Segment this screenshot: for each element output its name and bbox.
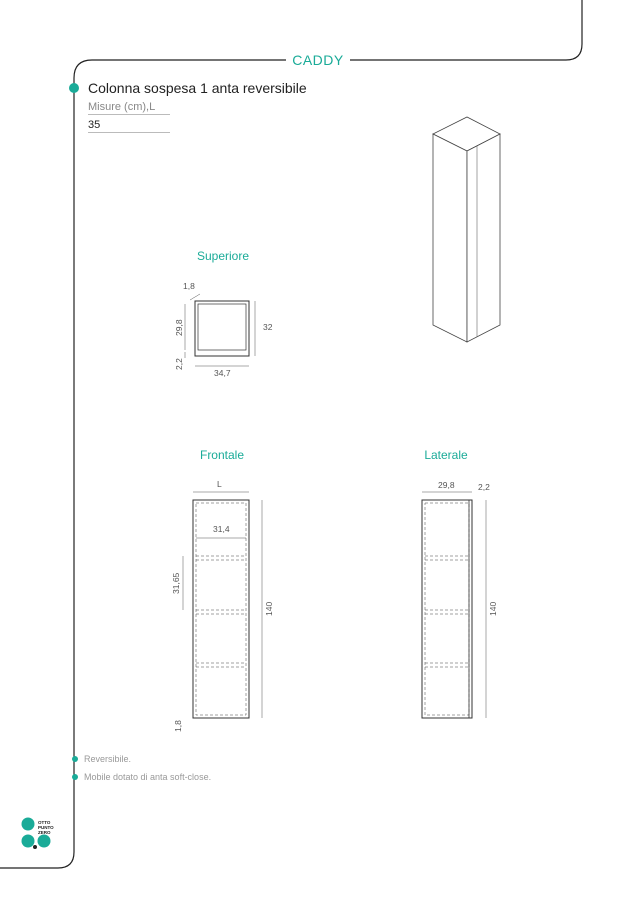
side-view-drawing (410, 476, 510, 738)
front-view-drawing (165, 476, 285, 738)
note-reversible: Reversibile. (84, 754, 132, 764)
dim-side-height: 140 (488, 601, 498, 616)
dim-front-width: L (217, 479, 222, 489)
title-bullet-icon (69, 83, 79, 93)
measures-header: Misure (cm),L (88, 101, 170, 115)
dim-front-bottom: 1,8 (173, 720, 183, 732)
dim-top-width: 34,7 (214, 368, 231, 378)
view-title-front: Frontale (199, 448, 245, 462)
note-soft-close: Mobile dotato di anta soft-close. (84, 772, 212, 782)
dim-front-inner-width: 31,4 (213, 524, 230, 534)
dim-side-door: 2,2 (478, 482, 490, 492)
dim-top-base: 2,2 (174, 358, 184, 370)
brand-name: CADDY (286, 52, 350, 68)
dim-front-height: 140 (264, 601, 274, 616)
dim-top-inner-height: 29,8 (174, 319, 184, 336)
dim-side-depth: 29,8 (438, 480, 455, 490)
dim-top-depth: 32 (263, 322, 273, 332)
product-title: Colonna sospesa 1 anta reversibile (88, 80, 307, 96)
dim-front-shelf-spacing: 31,65 (171, 572, 181, 594)
view-title-side: Laterale (424, 448, 468, 462)
view-title-top: Superiore (196, 249, 250, 263)
note-bullet-icon (72, 756, 78, 762)
logo-wordmark: OTTO PUNTO ZERO (38, 820, 54, 835)
top-view-drawing (170, 280, 280, 380)
note-bullet-icon (72, 774, 78, 780)
dim-top-thickness: 1,8 (183, 281, 195, 291)
measures-value: 35 (88, 119, 170, 133)
cabinet-3d-illustration (425, 112, 525, 347)
